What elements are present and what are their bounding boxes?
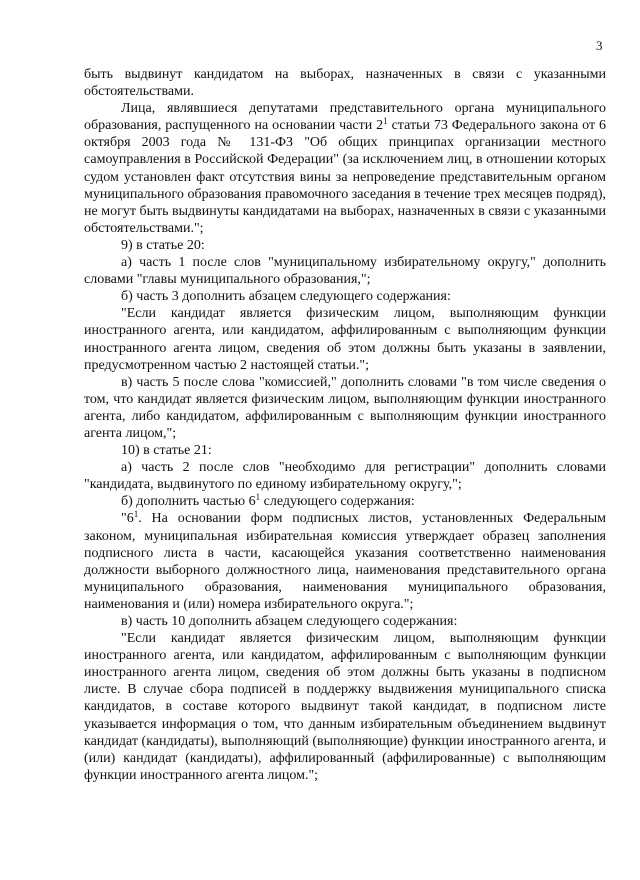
item-9c: в) часть 5 после слова "комиссией," дополнить словами "в том числе сведения о том, что кандидат является физическим лицом, выполняющим функции иностранного агента, либо кандидатом, аффилированным с выполняющим функции иностранного агента лицом,"; [84,374,606,441]
document-body [84,66,606,784]
paragraph-text: следующего содержания: [260,494,415,510]
quote-foreign-agent-statement: "Если кандидат является физическим лицом, выполняющим функции иностранного агента, или кандидатом, аффилированным с выполняющим функции иностранного агента лицом, сведения об этом должны быть указаны в заявлении, предусмотренном частью 2 настоящей статьи."; [84,306,606,373]
quote-part-6-1 [84,510,606,613]
paragraph-continuation: быть выдвинут кандидатом на выборах, назначенных в связи с указанными обстоятельствами. [84,67,606,100]
item-10b [84,493,606,510]
paragraph-text: статьи 73 Федерального закона от 6 октября 2003 года № 131-ФЗ "Об общих принципах организации местного самоуправления в Российской Федерации" (за исключением лиц, в отношении которых судом установлен факт отсутствия вины за непроведение представительным органом муниципального образования правомочного заседания в течение трех месяцев подряд), не могут быть выдвинуты кандидатами на выборах, назначенных в связи с указанными обстоятельствами."; [84,118,606,236]
superscript: 1 [255,492,261,503]
item-9-heading: 9) в статье 20: [121,237,205,253]
item-10c: в) часть 10 дополнить абзацем следующего содержания: [121,614,458,629]
paragraph-text: б) дополнить частью 6 [121,494,256,510]
superscript: 1 [133,509,139,520]
paragraph-text: "6 [121,511,134,527]
item-9b: б) часть 3 дополнить абзацем следующего содержания: [121,289,451,305]
paragraph-dissolved-deputies [84,100,606,237]
quote-signature-sheet: "Если кандидат является физическим лицом, выполняющим функции иностранного агента, или кандидатом, аффилированным с выполняющим функции иностранного агента лицом, сведения об этом должны быть указаны в подписном листе. В случае сбора подписей в поддержку выдвижения муниципального списка кандидатов, в составе которого выдвинут такой кандидат, в подписном листе указывается информация о том, что данным избирательным объединением выдвинут кандидат (кандидаты), выполняющий (выполняющие) функции иностранного агента, и (или) кандидат (кандидаты), аффилированный (аффилированные) с выполняющим функции иностранного агента лицом."; [84,631,606,783]
item-10-heading: 10) в статье 21: [121,443,212,459]
item-10a: а) часть 2 после слов "необходимо для регистрации" дополнить словами "кандидата, выдвинутого по единому избирательному округу,"; [84,460,606,493]
superscript: 1 [383,116,388,127]
paragraph-text: Лица, являвшиеся депутатами представительного органа муниципального образования, распущенного на основании части 2 [84,101,606,134]
page-number: 3 [596,38,603,53]
item-9a: а) часть 1 после слов "муниципальному избирательному округу," дополнить словами "главы муниципального образования,"; [84,255,606,288]
paragraph-text: . На основании форм подписных листов, установленных Федеральным законом, муниципальная избирательная комиссия утверждает образец заполнения подписного листа в части, касающейся указания соответственно наименования должности выборного должностного лица, наименования представительного органа муниципального образования, наименования муниципального образования, наименования и (или) номера избирательного округа."; [84,511,606,612]
